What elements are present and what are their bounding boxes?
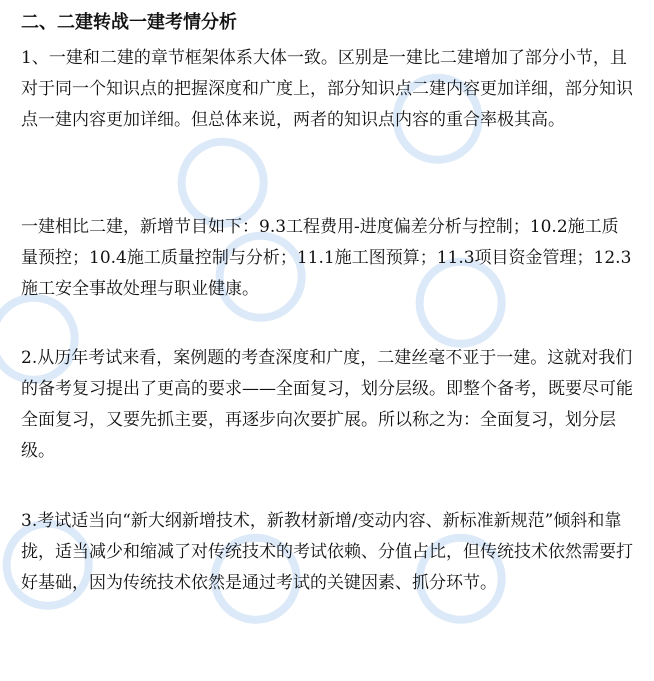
- paragraph-3: 2.从历年考试来看，案例题的考查深度和广度，二建丝毫不亚于一建。这就对我们的备考复习提出了更高的要求——全面复习，划分层级。即整个备考，既要尽可能全面复习，又要先抓主要，再逐步向次要扩展。所以称之为：全面复习，划分层级。: [21, 348, 633, 461]
- paragraph-2: 一建相比二建，新增节目如下：9.3工程费用-进度偏差分析与控制；10.2施工质量预控；10.4施工质量控制与分析；11.1施工图预算；11.3项目资金管理；12.3施工安全事故处理与职业健康。: [21, 217, 632, 299]
- paragraph-4: 3.考试适当向“新大纲新增技术，新教材新增/变动内容、新标准新规范”倾斜和靠拢，适当减少和缩减了对传统技术的考试依赖、分值占比，但传统技术依然需要打好基础，因为传统技术依然是通过考试的关键因素、抓分环节。: [21, 511, 633, 593]
- paragraph-1: 1、一建和二建的章节框架体系大体一致。区别是一建比二建增加了部分小节，且对于同一个知识点的把握深度和广度上，部分知识点二建内容更加详细，部分知识点一建内容更加详细。但总体来说，两者的知识点内容的重合率极其高。: [21, 48, 633, 130]
- section-title: 二、二建转战一建考情分析: [21, 12, 237, 33]
